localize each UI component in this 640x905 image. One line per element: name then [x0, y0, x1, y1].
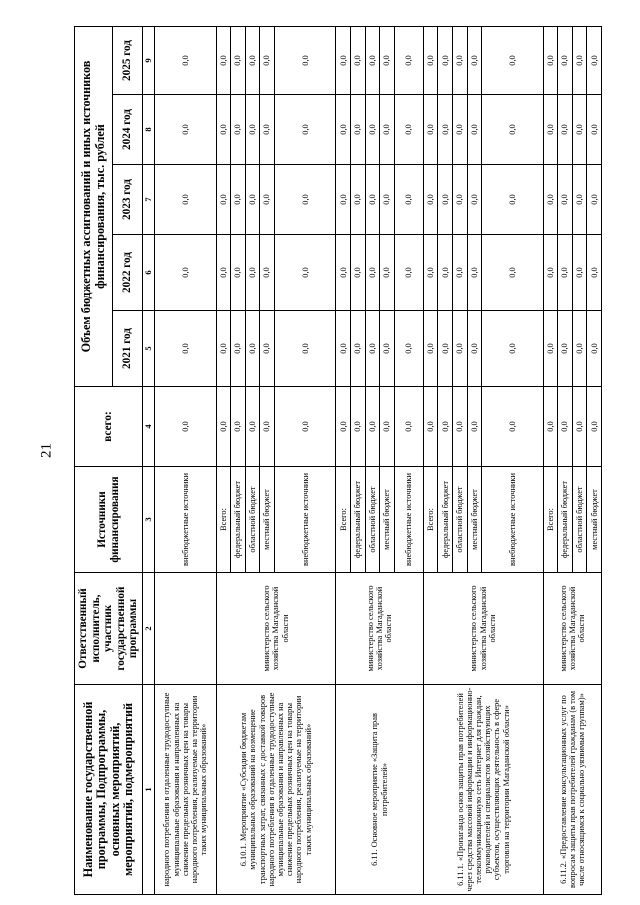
value-cell: 0,0: [543, 387, 558, 467]
value-cell: 0,0: [365, 165, 380, 235]
source-cell: областной бюджет: [452, 467, 467, 573]
value-cell: 0,0: [260, 27, 275, 95]
source-cell: Всего:: [423, 467, 438, 573]
source-cell: внебюджетные источники: [394, 467, 423, 573]
col-index-9: 9: [143, 27, 155, 95]
source-cell: местный бюджет: [260, 467, 275, 573]
source-cell: местный бюджет: [380, 467, 395, 573]
value-cell: 0,0: [380, 165, 395, 235]
value-cell: 0,0: [438, 235, 453, 311]
source-cell: внебюджетные источники: [155, 467, 217, 573]
source-cell: областной бюджет: [572, 467, 587, 573]
value-cell: 0,0: [587, 311, 602, 387]
value-cell: 0,0: [245, 165, 260, 235]
value-cell: 0,0: [380, 27, 395, 95]
value-cell: 0,0: [467, 235, 482, 311]
value-cell: 0,0: [274, 311, 336, 387]
source-cell: федеральный бюджет: [438, 467, 453, 573]
header-name: Наименование государственной программы, Подпрограммы, основных мероприятий, мероприятий, подмероприятий: [75, 685, 143, 895]
value-cell: 0,0: [482, 387, 544, 467]
value-cell: 0,0: [336, 235, 351, 311]
value-cell: 0,0: [452, 235, 467, 311]
value-cell: 0,0: [260, 165, 275, 235]
source-cell: федеральный бюджет: [558, 467, 573, 573]
value-cell: 0,0: [155, 311, 217, 387]
executor-cell: министерство сельского хозяйства Магаданской области: [423, 573, 543, 685]
value-cell: 0,0: [216, 235, 231, 311]
source-cell: внебюджетные источники: [274, 467, 336, 573]
value-cell: 0,0: [274, 95, 336, 165]
value-cell: 0,0: [543, 235, 558, 311]
value-cell: 0,0: [155, 165, 217, 235]
value-cell: 0,0: [365, 95, 380, 165]
value-cell: 0,0: [231, 95, 246, 165]
value-cell: 0,0: [482, 165, 544, 235]
value-cell: 0,0: [245, 27, 260, 95]
value-cell: 0,0: [394, 165, 423, 235]
value-cell: 0,0: [467, 311, 482, 387]
value-cell: 0,0: [452, 27, 467, 95]
header-year-2025: 2025 год: [113, 27, 143, 95]
header-year-2023: 2023 год: [113, 165, 143, 235]
value-cell: 0,0: [587, 95, 602, 165]
value-cell: 0,0: [438, 387, 453, 467]
value-cell: 0,0: [423, 387, 438, 467]
value-cell: 0,0: [587, 27, 602, 95]
value-cell: 0,0: [216, 311, 231, 387]
activity-name: 6.10.1. Мероприятие «Субсидии бюджетам муниципальных образований на возмещение транспортных затрат, связанных с доставкой товаров народного потребления в отдаленные трудодоступные муниципальные образования и направленных на снижение предельных розничных цен на товары народного потребления, реализуемые на территории таких муниципальных образований»: [216, 685, 336, 895]
value-cell: 0,0: [274, 235, 336, 311]
value-cell: 0,0: [351, 27, 366, 95]
value-cell: 0,0: [543, 311, 558, 387]
value-cell: 0,0: [482, 235, 544, 311]
value-cell: 0,0: [572, 387, 587, 467]
header-executor: Ответственный исполнитель, участник государственной программы: [75, 573, 143, 685]
value-cell: 0,0: [572, 27, 587, 95]
value-cell: 0,0: [572, 165, 587, 235]
value-cell: 0,0: [467, 95, 482, 165]
value-cell: 0,0: [365, 387, 380, 467]
value-cell: 0,0: [351, 95, 366, 165]
value-cell: 0,0: [482, 95, 544, 165]
value-cell: 0,0: [380, 311, 395, 387]
value-cell: 0,0: [351, 387, 366, 467]
value-cell: 0,0: [336, 311, 351, 387]
activity-name: народного потребления в отдаленные трудодоступные муниципальные образования и направленных на снижение предельных розничных цен на товары народного потребления, реализуемые на территории таких муниципальных образований»: [155, 685, 217, 895]
value-cell: 0,0: [587, 235, 602, 311]
value-cell: 0,0: [587, 387, 602, 467]
value-cell: 0,0: [558, 165, 573, 235]
value-cell: 0,0: [351, 235, 366, 311]
value-cell: 0,0: [274, 27, 336, 95]
header-sources: Источники финансирования: [75, 467, 143, 573]
table-row: [155, 27, 217, 895]
executor-cell: министерство сельского хозяйства Магаданской области: [543, 573, 601, 685]
value-cell: 0,0: [260, 95, 275, 165]
value-cell: 0,0: [365, 27, 380, 95]
col-index-5: 5: [143, 311, 155, 387]
value-cell: 0,0: [245, 387, 260, 467]
source-cell: местный бюджет: [467, 467, 482, 573]
value-cell: 0,0: [467, 387, 482, 467]
value-cell: 0,0: [231, 27, 246, 95]
value-cell: 0,0: [336, 95, 351, 165]
value-cell: 0,0: [231, 311, 246, 387]
value-cell: 0,0: [351, 311, 366, 387]
value-cell: 0,0: [231, 387, 246, 467]
value-cell: 0,0: [231, 235, 246, 311]
col-index-4: 4: [143, 387, 155, 467]
source-cell: федеральный бюджет: [351, 467, 366, 573]
col-index-1: 1: [143, 685, 155, 895]
value-cell: 0,0: [216, 387, 231, 467]
value-cell: 0,0: [216, 165, 231, 235]
value-cell: 0,0: [438, 165, 453, 235]
value-cell: 0,0: [216, 95, 231, 165]
value-cell: 0,0: [423, 27, 438, 95]
value-cell: 0,0: [274, 387, 336, 467]
value-cell: 0,0: [558, 95, 573, 165]
value-cell: 0,0: [543, 165, 558, 235]
value-cell: 0,0: [336, 387, 351, 467]
value-cell: 0,0: [558, 235, 573, 311]
value-cell: 0,0: [394, 311, 423, 387]
col-index-8: 8: [143, 95, 155, 165]
value-cell: 0,0: [351, 165, 366, 235]
table-row: [543, 27, 558, 895]
header-total: всего:: [75, 387, 143, 467]
value-cell: 0,0: [260, 387, 275, 467]
activity-name: 6.11.2. «Предоставление консультационных услуг по вопросам защиты прав потребителей гражданам (в том числе относящимся к социально уязвимым группам)»: [543, 685, 601, 895]
value-cell: 0,0: [438, 95, 453, 165]
table-row: [216, 27, 231, 895]
value-cell: 0,0: [216, 27, 231, 95]
source-cell: Всего:: [336, 467, 351, 573]
value-cell: 0,0: [260, 311, 275, 387]
source-cell: областной бюджет: [245, 467, 260, 573]
value-cell: 0,0: [245, 311, 260, 387]
value-cell: 0,0: [558, 311, 573, 387]
header-year-2022: 2022 год: [113, 235, 143, 311]
value-cell: 0,0: [467, 165, 482, 235]
value-cell: 0,0: [452, 387, 467, 467]
value-cell: 0,0: [438, 311, 453, 387]
value-cell: 0,0: [380, 387, 395, 467]
source-cell: областной бюджет: [365, 467, 380, 573]
column-index-row: [143, 27, 155, 895]
value-cell: 0,0: [438, 27, 453, 95]
source-cell: Всего:: [543, 467, 558, 573]
header-year-2021: 2021 год: [113, 311, 143, 387]
col-index-6: 6: [143, 235, 155, 311]
value-cell: 0,0: [336, 165, 351, 235]
value-cell: 0,0: [558, 27, 573, 95]
col-index-2: 2: [143, 573, 155, 685]
value-cell: 0,0: [587, 165, 602, 235]
value-cell: 0,0: [155, 95, 217, 165]
value-cell: 0,0: [245, 235, 260, 311]
rotated-table-container: [74, 27, 602, 895]
value-cell: 0,0: [482, 311, 544, 387]
value-cell: 0,0: [155, 235, 217, 311]
value-cell: 0,0: [365, 235, 380, 311]
activity-name: 6.11.1. «Пропаганда основ защиты прав потребителей через средства массовой информации и информационно-телекоммуникационную сеть Интернет для граждан, руководителей и специалистов хозяйствующих субъектов, осуществляющих деятельность в сфере торговли на территории Магаданской области»: [423, 685, 543, 895]
value-cell: 0,0: [245, 95, 260, 165]
col-index-3: 3: [143, 467, 155, 573]
activity-name: 6.11. Основное мероприятие «Защита прав потребителей»: [336, 685, 423, 895]
col-index-7: 7: [143, 165, 155, 235]
value-cell: 0,0: [543, 27, 558, 95]
value-cell: 0,0: [394, 235, 423, 311]
value-cell: 0,0: [423, 235, 438, 311]
value-cell: 0,0: [572, 95, 587, 165]
value-cell: 0,0: [394, 95, 423, 165]
header-year-2024: 2024 год: [113, 95, 143, 165]
value-cell: 0,0: [452, 311, 467, 387]
value-cell: 0,0: [467, 27, 482, 95]
value-cell: 0,0: [155, 27, 217, 95]
source-cell: федеральный бюджет: [231, 467, 246, 573]
value-cell: 0,0: [380, 95, 395, 165]
source-cell: внебюджетные источники: [482, 467, 544, 573]
value-cell: 0,0: [558, 387, 573, 467]
table-row: [423, 27, 438, 895]
executor-cell: министерство сельского хозяйства Магаданской области: [336, 573, 423, 685]
value-cell: 0,0: [452, 95, 467, 165]
value-cell: 0,0: [274, 165, 336, 235]
value-cell: 0,0: [572, 235, 587, 311]
value-cell: 0,0: [365, 311, 380, 387]
source-cell: Всего:: [216, 467, 231, 573]
page-number: 21: [38, 443, 55, 458]
value-cell: 0,0: [231, 165, 246, 235]
value-cell: 0,0: [394, 387, 423, 467]
budget-table: [74, 26, 602, 895]
value-cell: 0,0: [394, 27, 423, 95]
value-cell: 0,0: [423, 311, 438, 387]
source-cell: местный бюджет: [587, 467, 602, 573]
value-cell: 0,0: [155, 387, 217, 467]
value-cell: 0,0: [336, 27, 351, 95]
value-cell: 0,0: [572, 311, 587, 387]
value-cell: 0,0: [260, 235, 275, 311]
executor-cell: министерство сельского хозяйства Магаданской области: [216, 573, 336, 685]
table-row: [336, 27, 351, 895]
value-cell: 0,0: [423, 165, 438, 235]
value-cell: 0,0: [423, 95, 438, 165]
value-cell: 0,0: [380, 235, 395, 311]
value-cell: 0,0: [482, 27, 544, 95]
value-cell: 0,0: [543, 95, 558, 165]
executor-cell: [155, 573, 217, 685]
value-cell: 0,0: [452, 165, 467, 235]
header-volume: Объем бюджетных ассигнований и иных источников финансирования, тыс. рублей: [75, 27, 113, 387]
